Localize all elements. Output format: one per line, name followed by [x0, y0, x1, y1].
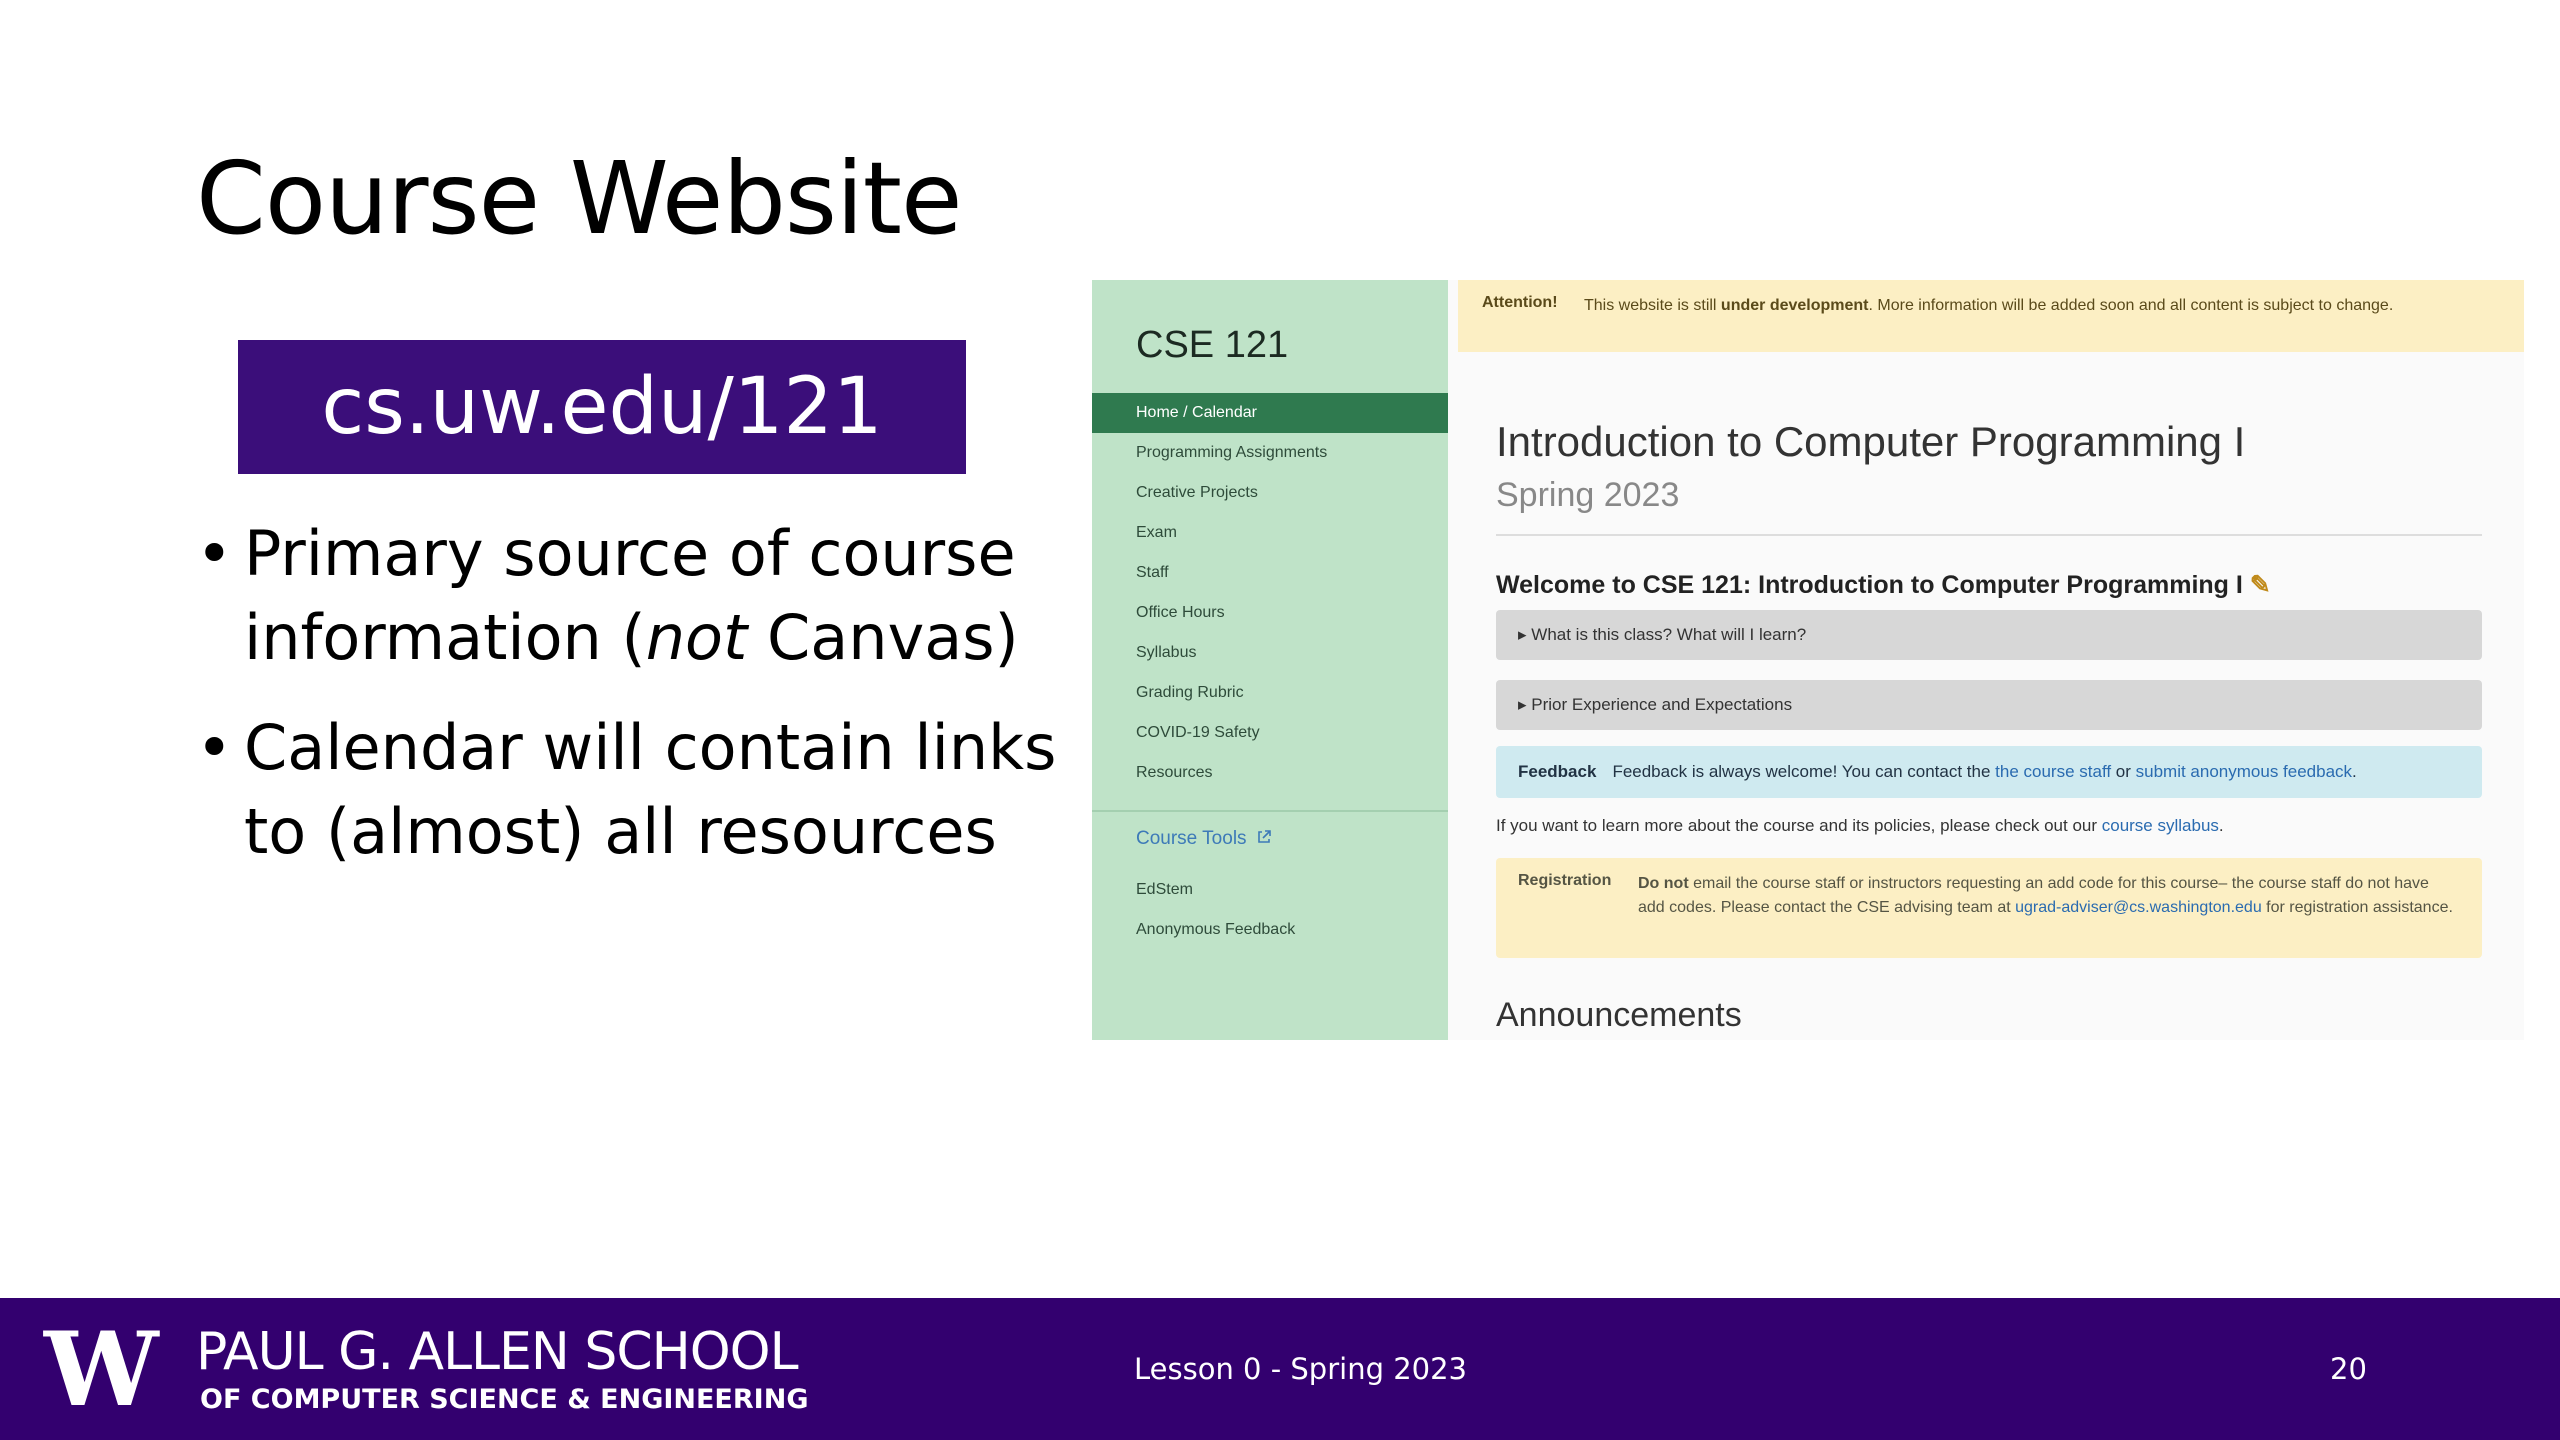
tool-links — [1092, 870, 1448, 950]
bullet-text: Calendar will contain links to (almost) all resources — [244, 711, 1057, 868]
bullet-text: Primary source of course information ( — [244, 517, 1016, 674]
attention-text-part: . More information will be added soon and all content is subject to change. — [1868, 297, 2394, 314]
registration-text-part: email the course staff or instructors requesting an add code for this course– the course staff do not have add codes. Please contact the CSE advising team at — [1638, 875, 2429, 916]
nav-item-programming-assignments[interactable]: Programming Assignments — [1136, 444, 1328, 461]
bullet-text: Canvas) — [747, 601, 1019, 674]
bullet-dot-icon: • — [196, 711, 233, 784]
website-main — [1448, 280, 2524, 1040]
page-number: 20 — [2330, 1352, 2367, 1386]
nav-item-syllabus[interactable]: Syllabus — [1136, 644, 1197, 661]
sidebar-divider — [1092, 810, 1448, 812]
nav-item-creative-projects[interactable]: Creative Projects — [1136, 484, 1258, 501]
slide-title: Course Website — [196, 140, 962, 257]
bullet-item — [196, 512, 1076, 680]
syllabus-info-text: If you want to learn more about the course and its policies, please check out our — [1496, 816, 2102, 835]
nav-item-anonymous-feedback[interactable]: Anonymous Feedback — [1136, 921, 1296, 938]
course-tools-label: Course Tools — [1136, 828, 1247, 849]
details-label: What is this class? What will I learn? — [1531, 625, 1807, 644]
slide-footer — [0, 1298, 2560, 1440]
nav-item-covid-safety[interactable]: COVID-19 Safety — [1136, 724, 1260, 741]
lesson-label: Lesson 0 - Spring 2023 — [1134, 1352, 1468, 1386]
course-term: Spring 2023 — [1496, 476, 1680, 514]
nav-item-office-hours[interactable]: Office Hours — [1136, 604, 1225, 621]
sidebar-nav — [1092, 393, 1448, 793]
nav-item-grading-rubric[interactable]: Grading Rubric — [1136, 684, 1244, 701]
nav-item-edstem[interactable]: EdStem — [1136, 881, 1193, 898]
bullet-emphasis: not — [645, 601, 748, 674]
course-tools-link[interactable] — [1136, 828, 1272, 850]
registration-callout — [1496, 858, 2482, 958]
details-what-is-this-class[interactable] — [1496, 610, 2482, 660]
caret-right-icon: ▸ — [1518, 625, 1527, 644]
adviser-email-link[interactable]: ugrad-adviser@cs.washington.edu — [2015, 899, 2262, 916]
feedback-text: Feedback is always welcome! You can contact the — [1612, 762, 1996, 781]
announcements-heading: Announcements — [1496, 996, 1742, 1034]
caret-right-icon: ▸ — [1518, 695, 1527, 714]
welcome-text: Welcome to CSE 121: Introduction to Computer Programming I — [1496, 571, 2243, 599]
registration-text-part: for registration assistance. — [2261, 899, 2453, 916]
attention-bold: under development — [1720, 297, 1869, 314]
registration-text — [1638, 872, 2458, 920]
details-label: Prior Experience and Expectations — [1531, 695, 1793, 714]
website-sidebar — [1092, 280, 1448, 1040]
bullet-list — [196, 512, 1076, 900]
pencil-icon: ✎ — [2249, 571, 2271, 599]
nav-item-home-calendar[interactable]: Home / Calendar — [1092, 393, 1448, 433]
syllabus-info-text: . — [2218, 816, 2224, 835]
bullet-item — [196, 706, 1076, 874]
course-website-screenshot — [1092, 280, 2524, 1040]
feedback-callout — [1496, 746, 2482, 798]
school-name-line2: OF COMPUTER SCIENCE & ENGINEERING — [200, 1384, 809, 1415]
nav-item-exam[interactable]: Exam — [1136, 524, 1177, 541]
school-name-line1: PAUL G. ALLEN SCHOOL — [196, 1322, 798, 1382]
uw-logo: W — [44, 1310, 159, 1430]
details-prior-experience[interactable] — [1496, 680, 2482, 730]
attention-banner — [1458, 280, 2524, 352]
course-url-banner: cs.uw.edu/121 — [238, 340, 966, 474]
attention-label: Attention! — [1482, 294, 1558, 311]
course-title: Introduction to Computer Programming I — [1496, 418, 2246, 465]
feedback-text: . — [2352, 762, 2357, 781]
attention-text-part: This website is still — [1584, 297, 1721, 314]
registration-label: Registration — [1518, 872, 1612, 889]
nav-item-staff[interactable]: Staff — [1136, 564, 1169, 581]
attention-text — [1584, 294, 2464, 318]
welcome-heading — [1496, 570, 2271, 600]
title-divider — [1496, 534, 2482, 536]
course-syllabus-link[interactable]: course syllabus — [2101, 816, 2219, 835]
bullet-dot-icon: • — [196, 517, 233, 590]
anonymous-feedback-link[interactable]: submit anonymous feedback — [2135, 762, 2353, 781]
site-name[interactable]: CSE 121 — [1136, 324, 1289, 366]
nav-item-resources[interactable]: Resources — [1136, 764, 1213, 781]
course-staff-link[interactable]: the course staff — [1995, 762, 2112, 781]
registration-bold: Do not — [1638, 875, 1689, 892]
external-link-icon — [1256, 829, 1272, 845]
feedback-label: Feedback — [1518, 762, 1597, 781]
feedback-text: or — [2111, 762, 2136, 781]
syllabus-info — [1496, 816, 2224, 836]
